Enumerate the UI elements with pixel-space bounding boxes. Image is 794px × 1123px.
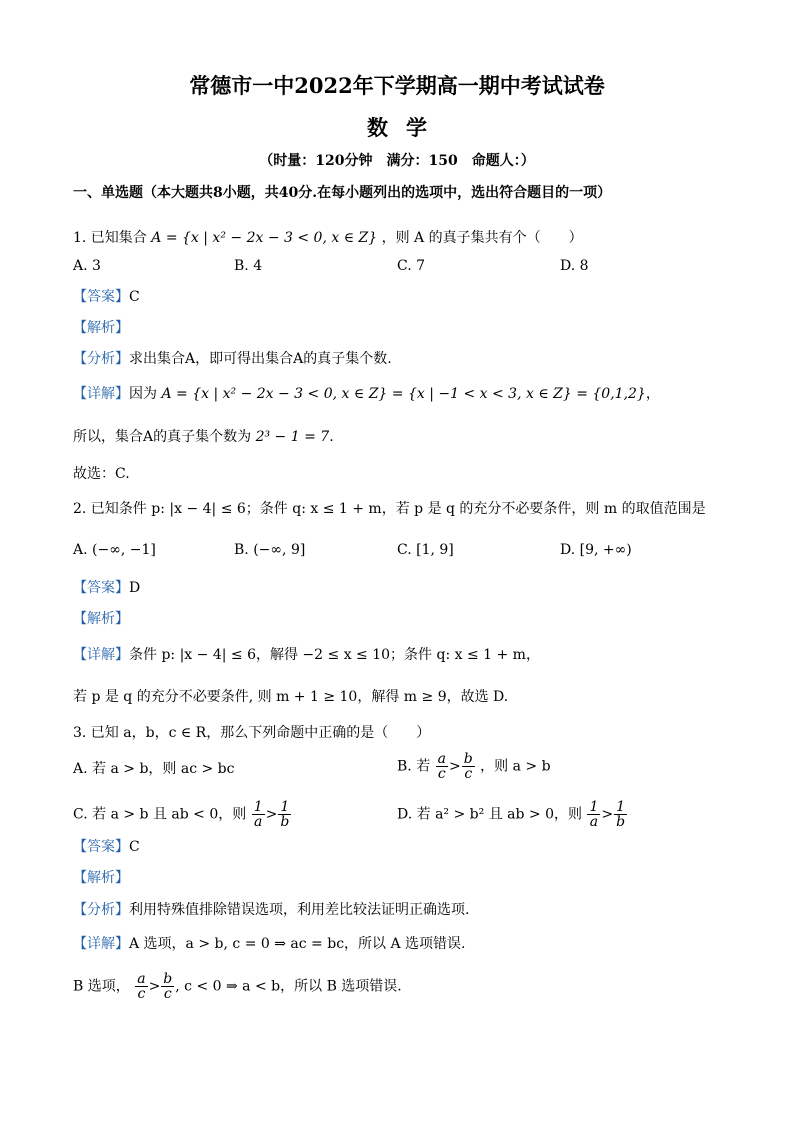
q1-conclusion-tail: . [329,429,334,445]
fenxi-label: 【分析】 [73,351,129,367]
q1-set: A = {x | x² − 2x − 3 < 0, x ∈ Z} [151,230,378,246]
numerator: b [163,971,173,987]
answer-label: 【答案】 [73,289,129,305]
q1-choose: 故选：C. [73,466,130,482]
q3-stem: 3. 已知 a，b，c ∈ R，那么下列命题中正确的是（ ） [73,725,431,741]
q2-option-a: A. (−∞, −1] [73,542,156,558]
q1-stem-text: 1. 已知集合 [73,230,147,246]
denominator: a [253,814,263,830]
q3-option-d: D. 若 a² > b² 且 ab > 0，则 $\frac{1}{a}$ > $\frac{1}{b}$ [397,799,626,830]
numerator: 1 [614,800,627,815]
q2-conclusion: 若 p 是 q 的充分不必要条件, 则 m + 1 ≥ 10，解得 m ≥ 9，故选 D. [73,689,509,705]
q1-detail-text: 因为 [129,386,157,402]
q3-detail-a [73,935,466,953]
q1-conclusion [73,428,334,446]
q3-detail-a-text: A 选项，a > b, c = 0 ⇒ ac = bc，所以 A 选项错误. [129,936,466,952]
numerator: b [463,751,473,767]
q3-option-b: B. 若 $\frac{a}{c}$ > $\frac{b}{c}$ ，则 a > b [397,751,551,782]
detail-label: 【详解】 [73,386,129,402]
numerator: a [437,751,447,767]
numerator: 1 [589,799,599,815]
q3-answer-value: C [129,839,140,855]
q2-answer-value: D [129,580,141,596]
answer-label: 【答案】 [73,839,129,855]
q2-detail-text: 条件 p: |x − 4| ≤ 6，解得 −2 ≤ x ≤ 10；条件 q: x ≤ 1 + m， [129,647,540,663]
q1-option-d: D. 8 [560,258,589,274]
fraction-1-over-b [614,800,627,829]
q3-detail-b: B 选项， $\frac{a}{c}$ > $\frac{b}{c}$ , c < 0 ⇒ a < b，所以 B 选项错误. [73,971,402,1002]
q1-detail-tail: ， [645,386,660,402]
q2-analysis-label: 【解析】 [73,611,129,627]
numerator: 1 [253,799,263,815]
q1-answer [73,288,140,306]
q3-option-c: C. 若 a > b 且 ab < 0，则 $\frac{1}{a}$ > $\frac{1}{b}$ [73,799,290,830]
q3-option-c-pre: C. 若 a > b 且 ab < 0，则 [73,806,247,823]
q1-option-b: B. 4 [234,258,263,274]
q2-option-d: D. [9, +∞) [560,542,632,558]
q1-answer-value: C [129,289,140,305]
fraction-a-over-c [436,752,448,781]
fraction-a-over-c [135,972,147,1001]
exam-title: 常德市一中2022年下学期高一期中考试试卷 [189,73,605,98]
q3-answer [73,838,140,856]
q3-option-d-pre: D. 若 a² > b² 且 ab > 0，则 [397,806,582,823]
q2-detail [73,646,540,664]
q1-option-a: A. 3 [73,258,101,274]
numerator: a [137,971,146,987]
q3-option-b-pre: B. 若 [397,758,431,775]
q1-conclusion-text: 所以，集合A的真子集个数为 [73,429,252,445]
fraction-b-over-c [462,752,475,781]
fraction-b-over-c [161,972,174,1001]
q3-analysis-label: 【解析】 [73,870,129,886]
exam-meta: （时量：120分钟 满分：150 命题人：） [259,153,535,169]
fraction-1-over-b [278,800,291,829]
q1-analysis-label: 【解析】 [73,320,129,336]
q1-option-c: C. 7 [397,258,426,274]
q1-conclusion-math: 2³ − 1 = 7 [255,429,330,445]
detail-label: 【详解】 [73,936,129,952]
exam-subject: 数学 [367,115,445,140]
denominator: a [589,814,599,830]
q3-detail-b-post: , c < 0 ⇒ a < b，所以 B 选项错误. [175,978,402,995]
fraction-1-over-a [252,800,265,829]
q1-stem-tail: ，则 A 的真子集共有个（ ） [381,230,583,246]
q2-option-b: B. (−∞, 9] [234,542,306,558]
q1-detail-math: A = {x | x² − 2x − 3 < 0, x ∈ Z} = {x | −1 < x < 3, x ∈ Z} = {0,1,2} [161,386,646,402]
q3-detail-b-pre: B 选项， [73,978,130,995]
q3-option-a: A. 若 a > b，则 ac > bc [73,761,235,777]
q1-fenxi [73,350,392,368]
numerator: 1 [278,800,291,815]
fenxi-label: 【分析】 [73,902,129,918]
q3-fenxi-text: 利用特殊值排除错误选项，利用差比较法证明正确选项. [129,902,470,918]
q1-fenxi-text: 求出集合A，即可得出集合A的真子集个数. [129,351,392,367]
q3-option-b-post: ，则 a > b [480,758,551,775]
detail-label: 【详解】 [73,647,129,663]
q3-fenxi [73,901,469,919]
fraction-1-over-a [587,800,600,829]
q2-stem: 2. 已知条件 p: |x − 4| ≤ 6；条件 q: x ≤ 1 + m，若 p 是 q 的充分不必要条件，则 m 的取值范围是 [73,501,706,517]
denominator: c [137,986,146,1002]
q2-answer [73,579,140,597]
denominator: c [163,986,172,1002]
answer-label: 【答案】 [73,580,129,596]
denominator: b [616,814,626,830]
section-heading: 一、单选题（本大题共8小题，共40分.在每小题列出的选项中，选出符合题目的一项） [73,185,612,201]
denominator: c [437,766,446,782]
q2-option-c: C. [1, 9] [397,542,454,558]
q1-stem [73,229,583,247]
denominator: b [280,814,290,830]
q1-detail [73,385,660,403]
denominator: c [464,766,473,782]
